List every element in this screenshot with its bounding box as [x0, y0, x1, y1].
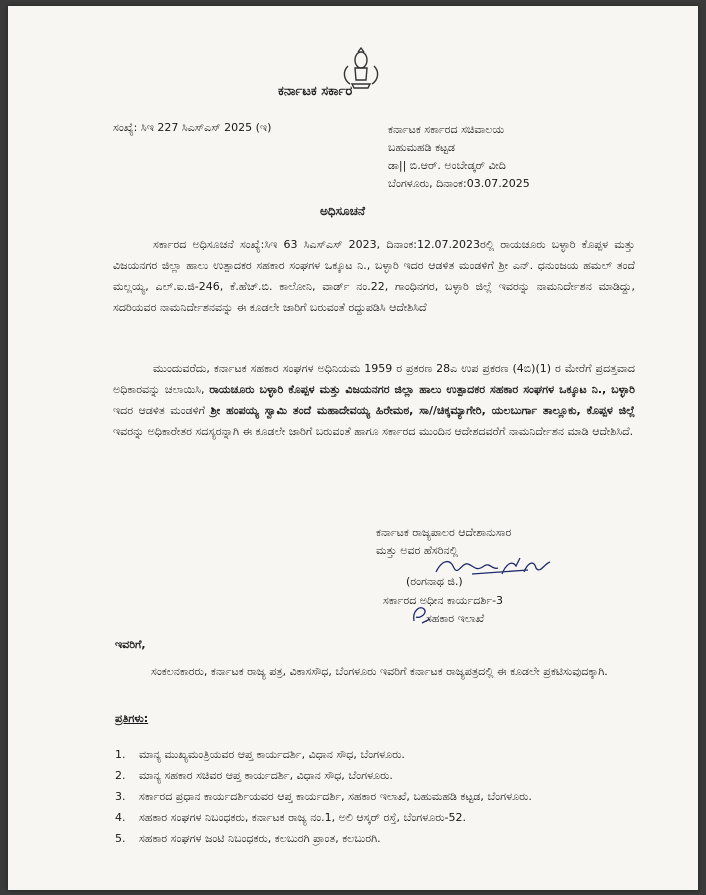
list-item-number: 5.: [115, 832, 126, 845]
copies-list: [115, 745, 645, 850]
copies-label: ಪ್ರತಿಗಳು:: [115, 712, 149, 725]
list-item-text: ಸಹಕಾರ ಸಂಘಗಳ ನಿಬಂಧಕರು, ಕರ್ನಾಟಕ ರಾಜ್ಯ ನಂ.1, ಅಲಿ ಆಸ್ಕರ್ ರಸ್ತೆ, ಬೆಂಗಳೂರು-52.: [139, 811, 467, 824]
nominee-name: ಶ್ರೀ ಹಂಪಯ್ಯ ಸ್ವಾಮಿ ತಂದೆ ಮಹಾದೇವಯ್ಯ ಹಿರೇಮಠ, ಸಾ//ಚಿಕ್ಕಮ್ಯಾಗೇರಿ, ಯಲಬುರ್ಗಾ ತಾಲ್ಲೂಕು, ಕೊಪ್ಪಳ ಜಿಲ್ಲೆ: [210, 404, 635, 417]
list-item-number: 3.: [115, 790, 126, 803]
government-title: ಕರ್ನಾಟಕ ಸರ್ಕಾರ: [278, 84, 353, 99]
signatory-department: ಸಹಕಾರ ಇಲಾಖೆ: [426, 612, 485, 625]
reference-number: ಸಂಖ್ಯೆ: ಸಿಇ 227 ಸಿಎಸ್ಎಸ್ 2025 (ಇ): [113, 121, 272, 134]
list-item-text: ಮಾನ್ಯ ಸಹಕಾರ ಸಚಿವರ ಆಪ್ತ ಕಾರ್ಯದರ್ಶಿ, ವಿಧಾನ ಸೌಧ, ಬೆಂಗಳೂರು.: [139, 769, 393, 782]
paragraph-2-text-c: ಇವರನ್ನು ಅಧಿಕಾರೇತರ ಸದಸ್ಯರನ್ನಾಗಿ ಈ ಕೂಡಲೇ ಜಾರಿಗೆ ಬರುವಂತೆ ಹಾಗೂ ಸರ್ಕಾರದ ಮುಂದಿನ ಆದೇಶದವರೆಗೆ ನಾಮನಿರ್ದೇಶನ ಮಾಡಿ ಆದೇಶಿಸಿದೆ.: [113, 425, 634, 438]
address-line-3: ಡಾ|| ಬಿ.ಆರ್. ಅಂಬೇಡ್ಕರ್ ವೀದಿ: [388, 159, 506, 172]
federation-name: ರಾಯಚೂರು ಬಳ್ಳಾರಿ ಕೊಪ್ಪಳ ಮತ್ತು ವಿಜಯನಗರ ಜಿಲ್ಲಾ ಹಾಲು ಉತ್ಪಾದಕರ ಸಹಕಾರ ಸಂಘಗಳ ಒಕ್ಕೂಟ ನಿ., ಬಳ್ಳಾರಿ: [209, 383, 635, 396]
address-line-1: ಕರ್ನಾಟಕ ಸರ್ಕಾರದ ಸಚಿವಾಲಯ: [388, 123, 505, 136]
body-paragraph-2: [113, 358, 635, 442]
list-item: [115, 745, 645, 764]
notification-title: ಅಧಿಸೂಚನೆ: [320, 204, 366, 218]
address-line-2: ಬಹುಮಹಡಿ ಕಟ್ಟಡ: [388, 141, 456, 154]
signature-line-1: ಕರ್ನಾಟಕ ರಾಜ್ಯಪಾಲರ ಆದೇಶಾನುಸಾರ: [376, 526, 512, 539]
list-item: [115, 808, 645, 827]
recipient-label: ಇವರಿಗೆ,: [115, 638, 146, 651]
signatory-designation: ಸರ್ಕಾರದ ಅಧೀನ ಕಾರ್ಯದರ್ಶಿ-3: [383, 594, 504, 607]
body-paragraph-1: [113, 234, 635, 318]
recipient-text: [115, 661, 635, 682]
recipient-text-content: ಸಂಕಲನಕಾರರು, ಕರ್ನಾಟಕ ರಾಜ್ಯ ಪತ್ರ, ವಿಕಾಸಸೌಧ, ಬೆಂಗಳೂರು ಇವರಿಗೆ ಕರ್ನಾಟಕ ರಾಜ್ಯಪತ್ರದಲ್ಲಿ ಈ ಕೂಡಲೇ ಪ್ರಕಟಿಸುವುದಕ್ಕಾಗಿ.: [151, 665, 608, 678]
list-item: [115, 766, 645, 785]
list-item-text: ಮಾನ್ಯ ಮುಖ್ಯಮಂತ್ರಿಯವರ ಆಪ್ತ ಕಾರ್ಯದರ್ಶಿ, ವಿಧಾನ ಸೌಧ, ಬೆಂಗಳೂರು.: [139, 748, 405, 761]
paragraph-1-text: ಸರ್ಕಾರದ ಅಧಿಸೂಚನೆ ಸಂಖ್ಯೆ:ಸಿಇ 63 ಸಿಎಸ್ಎಸ್ 2023, ದಿನಾಂಕ:12.07.2023ರಲ್ಲಿ ರಾಯಚೂರು ಬಳ್ಳಾರಿ ಕೊಪ್ಪಳ ಮತ್ತು ವಿಜಯನಗರ ಜಿಲ್ಲಾ ಹಾಲು ಉತ್ಪಾದಕರ ಸಹಕಾರ ಸಂಘಗಳ ಒಕ್ಕೂಟ ನಿ., ಬಳ್ಳಾರಿ ಇದರ ಆಡಳಿತ ಮಂಡಳಿಗೆ ಶ್ರೀ ಎನ್. ಧನುಂಜಯ ಹಮಲ್ ತಂದೆ ಮಲ್ಲಯ್ಯ, ಎಲ್.ಐ.ಜಿ-246, ಕೆ.ಹೆಚ್.ಬಿ. ಕಾಲೋನಿ, ವಾರ್ಡ್ ನಂ.22, ಗಾಂಧಿನಗರ, ಬಳ್ಳಾರಿ ಜಿಲ್ಲೆ ಇವರನ್ನು ನಾಮನಿರ್ದೇಶನ ಮಾಡಿದ್ದು, ಸದರಿಯವರ ನಾಮನಿರ್ದೇಶನವನ್ನು ಈ ಕೂಡಲೇ ಜಾರಿಗೆ ಬರುವಂತೆ ರದ್ದುಪಡಿಸಿ ಆದೇಶಿಸಿದೆ: [113, 238, 635, 314]
address-date: ಬೆಂಗಳೂರು, ದಿನಾಂಕ:03.07.2025: [388, 177, 530, 190]
paragraph-2-text-b: ಇದರ ಆಡಳಿತ ಮಂಡಳಿಗೆ: [113, 404, 211, 417]
paragraph-2-text-a: ಮುಂದುವರೆದು, ಕರ್ನಾಟಕ ಸಹಕಾರ ಸಂಘಗಳ ಅಧಿನಿಯಮ 1959 ರ ಪ್ರಕರಣ 28ಎ ಉಪ ಪ್ರಕರಣ (4ಬಿ)(1) ರ ಮೇರೆಗೆ ಪ್ರದತ್ತವಾದ ಅಧಿಕಾರವನ್ನು ಚಲಾಯಿಸಿ,: [113, 362, 635, 396]
list-item-text: ಸಹಕಾರ ಸಂಘಗಳ ಜಂಟಿ ನಿಬಂಧಕರು, ಕಲಬುರಗಿ ಪ್ರಾಂತ, ಕಲಬುರಗಿ.: [139, 832, 381, 845]
list-item: [115, 787, 645, 806]
list-item-text: ಸರ್ಕಾರದ ಪ್ರಧಾನ ಕಾರ್ಯದರ್ಶಿಯವರ ಆಪ್ತ ಕಾರ್ಯದರ್ಶಿ, ಸಹಕಾರ ಇಲಾಖೆ, ಬಹುಮಹಡಿ ಕಟ್ಟಡ, ಬೆಂಗಳೂರು.: [139, 790, 532, 803]
list-item-number: 4.: [115, 811, 126, 824]
document-page: [8, 6, 698, 890]
list-item-number: 1.: [115, 748, 126, 761]
list-item: [115, 829, 645, 848]
signature-line-2: ಮತ್ತು ಅವರ ಹೆಸರಿನಲ್ಲಿ: [376, 544, 458, 557]
signatory-name: (ರಂಗನಾಥ ಜಿ.): [406, 575, 463, 588]
list-item-number: 2.: [115, 769, 126, 782]
